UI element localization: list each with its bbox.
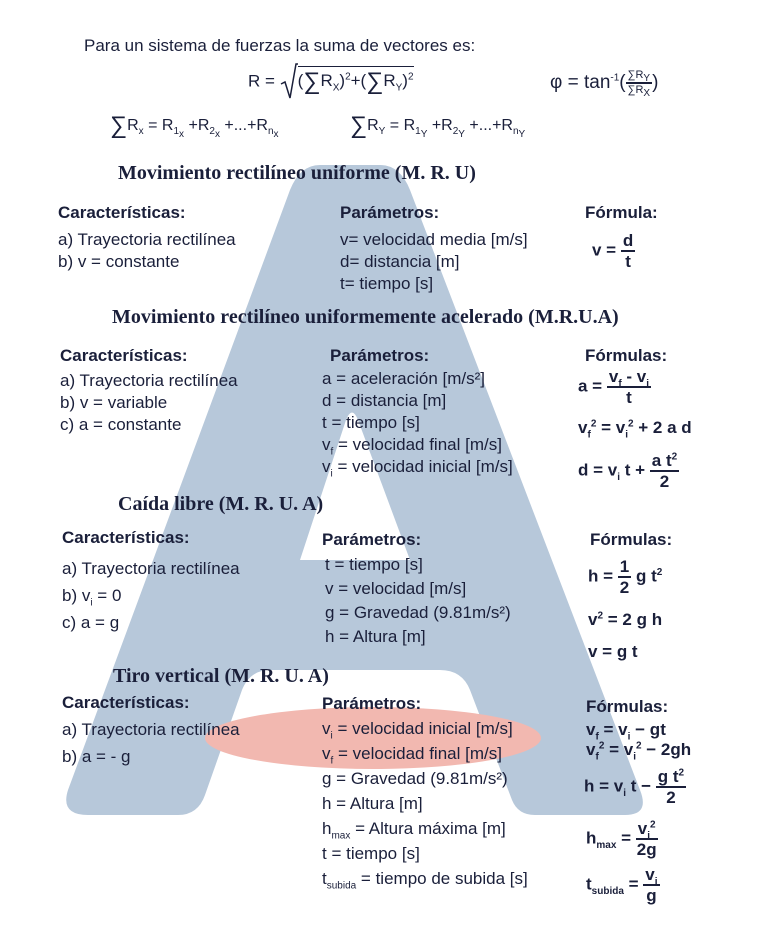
caida-param-list — [325, 553, 511, 649]
sum-x-formula: $\sum R_x = R_{1_x} +R_{2_x} +...+R_{n_x}$ — [110, 112, 279, 141]
angle-formula: $\varphi = \tan^{-1}$( $\frac{\sum R_Y}{\sum R_X}$ ) — [550, 69, 659, 100]
list-item: t= tiempo [s] — [340, 274, 434, 293]
caida-title: Caída libre (M. R. U. A) — [118, 493, 324, 515]
sum-y-formula: $\sum R_Y = R_{1_Y} +R_{2_Y} +...+R_{n_Y}$ — [350, 112, 526, 141]
tiro-caract-list — [62, 716, 240, 770]
mru-caract-list — [58, 229, 236, 273]
list-item: $v_i$ = velocidad inicial [m/s] — [322, 719, 513, 742]
caida-formula-v: v = g t — [588, 642, 638, 661]
tiro-param-list — [322, 716, 528, 891]
list-item: b) a = - g — [62, 747, 131, 766]
list-item: b) v = constante — [58, 252, 180, 271]
caida-formula-header: Fórmulas: — [590, 530, 673, 549]
list-item: g = Gravedad (9.81m/s²) — [322, 769, 508, 788]
list-item: $t_{subida}$ = tiempo de subida [s] — [322, 869, 528, 892]
mrua-formula-header: Fórmulas: — [585, 346, 668, 365]
tiro-formula-tsubida: $t_{subida}$ = $\frac{v_i}{g}$ — [586, 865, 658, 905]
mru-formula-header: Fórmula: — [585, 203, 658, 222]
mrua-formula-a: a = $\frac{v_f - v_i}{t}$ — [578, 367, 649, 407]
caida-formula-v2: $v^2 = 2$ g h — [588, 610, 663, 629]
list-item: $v_f$ = velocidad final [m/s] — [322, 744, 502, 767]
mrua-caract-list — [60, 370, 238, 436]
mrua-formula-d: $d = v_i$ t + $\frac{a t^2}{2}$ — [578, 451, 678, 491]
list-item: t = tiempo [s] — [322, 413, 420, 432]
tiro-param-header: Parámetros: — [322, 694, 422, 713]
list-item: d = distancia [m] — [322, 391, 447, 410]
list-item: c) a = g — [62, 613, 120, 632]
list-item: c) a = constante — [60, 415, 182, 434]
mrua-param-header: Parámetros: — [330, 346, 430, 365]
mru-param-header: Parámetros: — [340, 203, 440, 222]
resultant-formula: $R = (\sum R_X)^2+(\sum R_Y)^2$ — [248, 62, 414, 102]
caida-caract-header: Características: — [62, 528, 190, 547]
mru-title: Movimiento rectilíneo uniforme (M. R. U) — [118, 162, 476, 184]
tiro-formula-hmax: $h_{max}$ = $\frac{v_i^2}{2g}$ — [586, 819, 657, 859]
list-item: h = Altura [m] — [325, 627, 426, 646]
list-item: a) Trayectoria rectilínea — [62, 559, 240, 578]
tiro-title: Tiro vertical (M. R. U. A) — [113, 665, 329, 687]
mru-caract-header: Características: — [58, 203, 186, 222]
mru-param-list — [340, 229, 528, 295]
list-item: a = aceleración [m/s²] — [322, 369, 485, 388]
tiro-formula-vf: $v_f = v_i$ − gt $v_f^2 = v_i^2 - 2gh$ — [586, 720, 692, 763]
list-item: t = tiempo [s] — [325, 555, 423, 574]
tiro-formula-header: Fórmulas: — [586, 697, 669, 716]
list-item: h = Altura [m] — [322, 794, 423, 813]
list-item: a) Trayectoria rectilínea — [58, 230, 236, 249]
mrua-formula-v: $v_f^2 = v_i^2 + 2$ a d — [578, 418, 692, 441]
list-item: v= velocidad media [m/s] — [340, 230, 528, 249]
list-item: d= distancia [m] — [340, 252, 460, 271]
list-item: a) Trayectoria rectilínea — [62, 720, 240, 739]
list-item: $v_i$ = velocidad inicial [m/s] — [322, 457, 513, 480]
caida-param-header: Parámetros: — [322, 530, 422, 549]
mru-formula: v = $\frac{d}{t}$ — [592, 231, 634, 271]
mrua-caract-header: Características: — [60, 346, 188, 365]
caida-caract-list — [62, 555, 240, 636]
tiro-formula-h: $h = v_i$ t − $\frac{g t^2}{2}$ — [584, 767, 685, 807]
list-item: v = velocidad [m/s] — [325, 579, 467, 598]
list-item: t = tiempo [s] — [322, 844, 420, 863]
list-item: $h_{max}$ = Altura máxima [m] — [322, 819, 506, 842]
mrua-param-list — [322, 368, 513, 478]
intro-text: Para un sistema de fuerzas la suma de vectores es: — [84, 36, 476, 55]
list-item: b) $v_i = 0$ — [62, 586, 122, 609]
list-item: a) Trayectoria rectilínea — [60, 371, 238, 390]
list-item: b) v = variable — [60, 393, 168, 412]
sqrt-icon — [280, 62, 298, 102]
list-item: g = Gravedad (9.81m/s²) — [325, 603, 511, 622]
mrua-title: Movimiento rectilíneo uniformemente acelerado (M.R.U.A) — [112, 306, 619, 328]
tiro-caract-header: Características: — [62, 693, 190, 712]
list-item: $v_f$ = velocidad final [m/s] — [322, 435, 502, 458]
caida-formula-h: h = $\frac{1}{2}$ g $t^2$ — [588, 557, 663, 597]
